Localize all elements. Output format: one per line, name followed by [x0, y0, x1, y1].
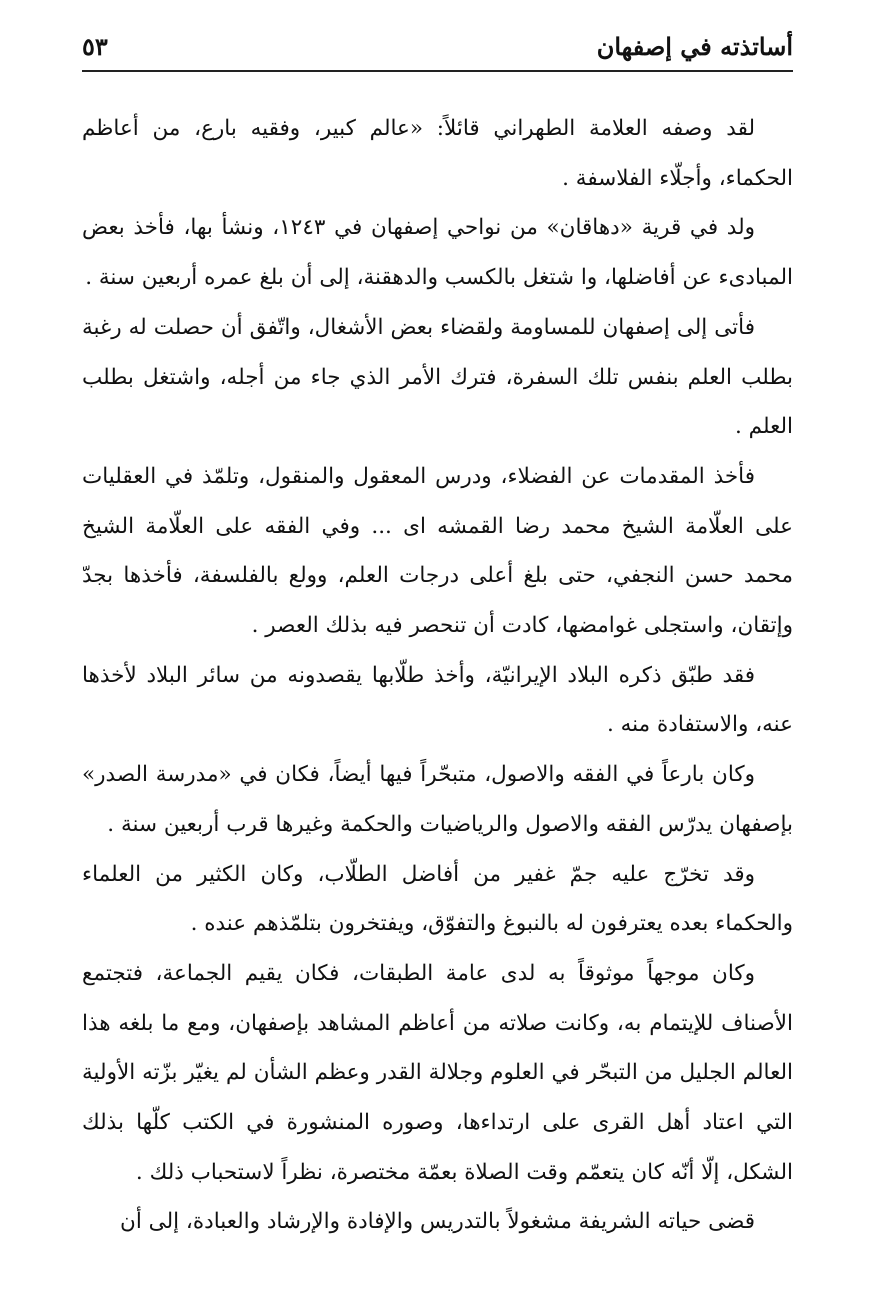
paragraph: فأخذ المقدمات عن الفضلاء، ودرس المعقول والمنقول، وتلمّذ في العقليات على العلّامة الشيخ محمد رضا القمشه اى ... وفي الفقه على العلّامة الشيخ محمد حسن النجفي، حتى بلغ أعلى درجات العلم، وولع بالفلسفة، فأخذها بجدّ وإتقان، واستجلى غوامضها، كادت أن تنحصر فيه بذلك العصر . — [82, 463, 793, 639]
running-head — [82, 28, 793, 72]
paragraph: وكان موجهاً موثوقاً به لدى عامة الطبقات، فكان يقيم الجماعة، فتجتمع الأصناف للإيتمام به، وكانت صلاته من أعاظم المشاهد بإصفهان، ومع ما بلغه هذا العالم الجليل من التبحّر في العلوم وجلالة القدر وعظم الشأن لم يغيّر بزّته الأولية التي اعتاد أهل القرى على ارتداءها، وصوره المنشورة في الكتب كلّها بذلك الشكل، إلّا أنّه كان يتعمّم وقت الصلاة بعمّة مختصرة، نظراً لاستحباب ذلك . — [82, 960, 793, 1185]
paragraph: قضى حياته الشريفة مشغولاً بالتدريس والإفادة والإرشاد والعبادة، إلى أن — [120, 1209, 755, 1235]
paragraph: فأتى إلى إصفهان للمساومة ولقضاء بعض الأشغال، واتّفق أن حصلت له رغبة بطلب العلم بنفس تلك السفرة، فترك الأمر الذي جاء من أجله، واشتغل بطلب العلم . — [82, 314, 793, 440]
running-title: أساتذته في إصفهان — [596, 32, 793, 61]
page-number: ٥٣ — [82, 32, 108, 61]
paragraph: لقد وصفه العلامة الطهراني قائلاً: «عالم كبير، وفقيه بارع، من أعاظم الحكماء، وأجلّاء الفلاسفة . — [82, 116, 793, 191]
body-text — [82, 104, 793, 1247]
paragraph: فقد طبّق ذكره البلاد الإيرانيّة، وأخذ طلّابها يقصدونه من سائر البلاد لأخذها عنه، والاستفادة منه . — [82, 662, 793, 738]
paragraph: ولد في قرية «دهاقان» من نواحي إصفهان في ١٢٤٣، ونشأ بها، فأخذ بعض المبادىء عن أفاضلها، وا شتغل بالكسب والدهقنة، إلى أن بلغ عمره أربعين سنة . — [82, 215, 793, 291]
paragraph: وقد تخرّج عليه جمّ غفير من أفاضل الطلّاب، وكان الكثير من العلماء والحكماء بعده يعترفون له بالنبوغ والتفوّق، ويفتخرون بتلمّذهم عنده . — [82, 861, 793, 937]
paragraph: وكان بارعاً في الفقه والاصول، متبحّراً فيها أيضاً، فكان في «مدرسة الصدر» بإصفهان يدرّس الفقه والاصول والرياضيات والحكمة وغيرها قرب أربعين سنة . — [82, 762, 793, 837]
